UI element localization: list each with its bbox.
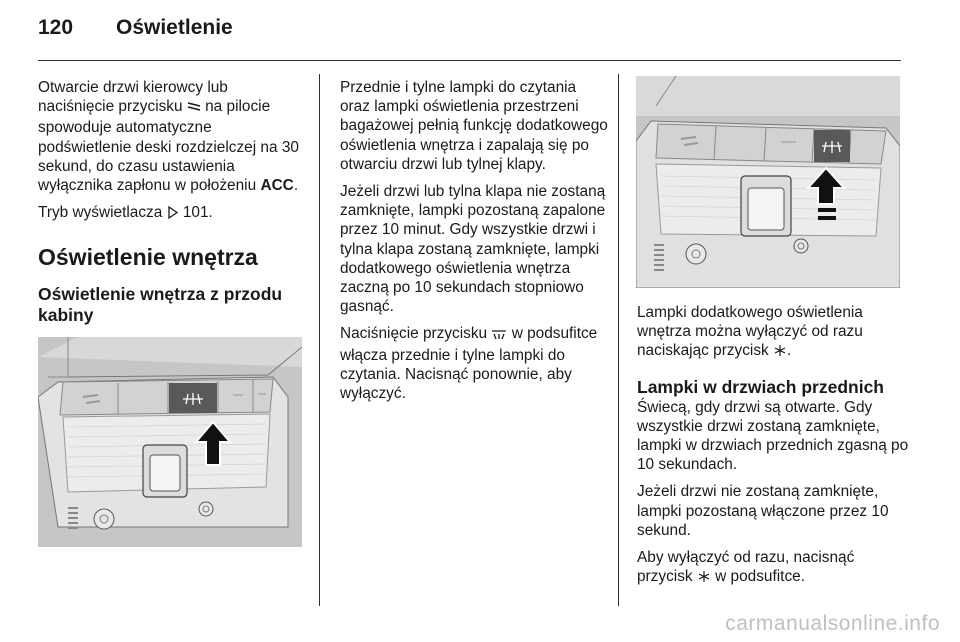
chapter-title: Oświetlenie bbox=[116, 16, 233, 39]
column-left bbox=[38, 78, 300, 340]
paragraph-door-open: Jeżeli drzwi nie zostaną zamknięte, lampki pozostaną włączone przez 10 sekund. bbox=[637, 483, 889, 539]
paragraph-door-lamps: Świecą, gdy drzwi są otwarte. Gdy wszystkie drzwi zostaną zamknięte, lampki w drzwiach przednich zgasną po 10 sekundach. bbox=[637, 398, 909, 474]
light-off-icon bbox=[697, 569, 711, 588]
door-lamps-heading: Lampki w drzwiach przednich bbox=[637, 376, 884, 397]
column-right bbox=[637, 303, 909, 596]
column-divider-1 bbox=[319, 74, 320, 606]
paragraph-button: Naciśnięcie przycisku w podsufitce włącza przednie i tylne lampki do czytania. Nacisnąć ponownie, aby wyłączyć. bbox=[340, 325, 598, 403]
arrow-reference-icon bbox=[167, 205, 179, 224]
page-number: 120 bbox=[38, 16, 74, 39]
unlock-remote-icon bbox=[187, 99, 201, 118]
section-heading: Oświetlenie wnętrza bbox=[38, 244, 258, 271]
watermark: carmanualsonline.info bbox=[725, 612, 940, 635]
paragraph-timer: Jeżeli drzwi lub tylna klapa nie zostaną zamknięte, lampki pozostaną zapalone przez 10 minut. Gdy wszystkie drzwi i tylna klapa zostaną zamknięte, lampki dodatkowego oświetlenia wnętrza zaczną po 10 sekundach stopniowo gasnąć. bbox=[340, 183, 606, 316]
light-off-icon bbox=[773, 343, 787, 362]
paragraph-display-mode: Tryb wyświetlacza 101. bbox=[38, 203, 300, 224]
column-divider-2 bbox=[618, 74, 619, 606]
paragraph-backlight: Otwarcie drzwi kierowcy lub naciśnięcie przycisku na pilocie spowoduje automatyczne podświetlenie deski rozdzielczej na 30 sekund, do czasu ustawienia wyłącznika zapłonu w położeniu ACC. bbox=[38, 79, 299, 195]
figure-rear-console bbox=[636, 76, 900, 288]
header-rule bbox=[38, 60, 901, 61]
acc-label: ACC bbox=[260, 177, 294, 195]
figure-front-console bbox=[38, 337, 302, 547]
figure-caption: Lampki dodatkowego oświetlenia wnętrza można wyłączyć od razu naciskając przycisk . bbox=[637, 303, 909, 363]
interior-light-icon bbox=[491, 326, 507, 345]
page-reference-link[interactable]: 101. bbox=[182, 204, 213, 222]
paragraph-switch-off: Aby wyłączyć od razu, nacisnąć przycisk w podsufitce. bbox=[637, 548, 909, 588]
subsection-heading: Oświetlenie wnętrza z przodu kabiny bbox=[38, 284, 283, 326]
column-middle bbox=[340, 78, 608, 411]
paragraph-reading-lamps: Przednie i tylne lampki do czytania oraz lampki oświetlenia przestrzeni bagażowej pełnią funkcję dodatkowego oświetlenia wnętrza i zapalają się po otwarciu drzwi lub tylnej klapy. bbox=[340, 79, 608, 173]
page-header bbox=[38, 16, 910, 62]
